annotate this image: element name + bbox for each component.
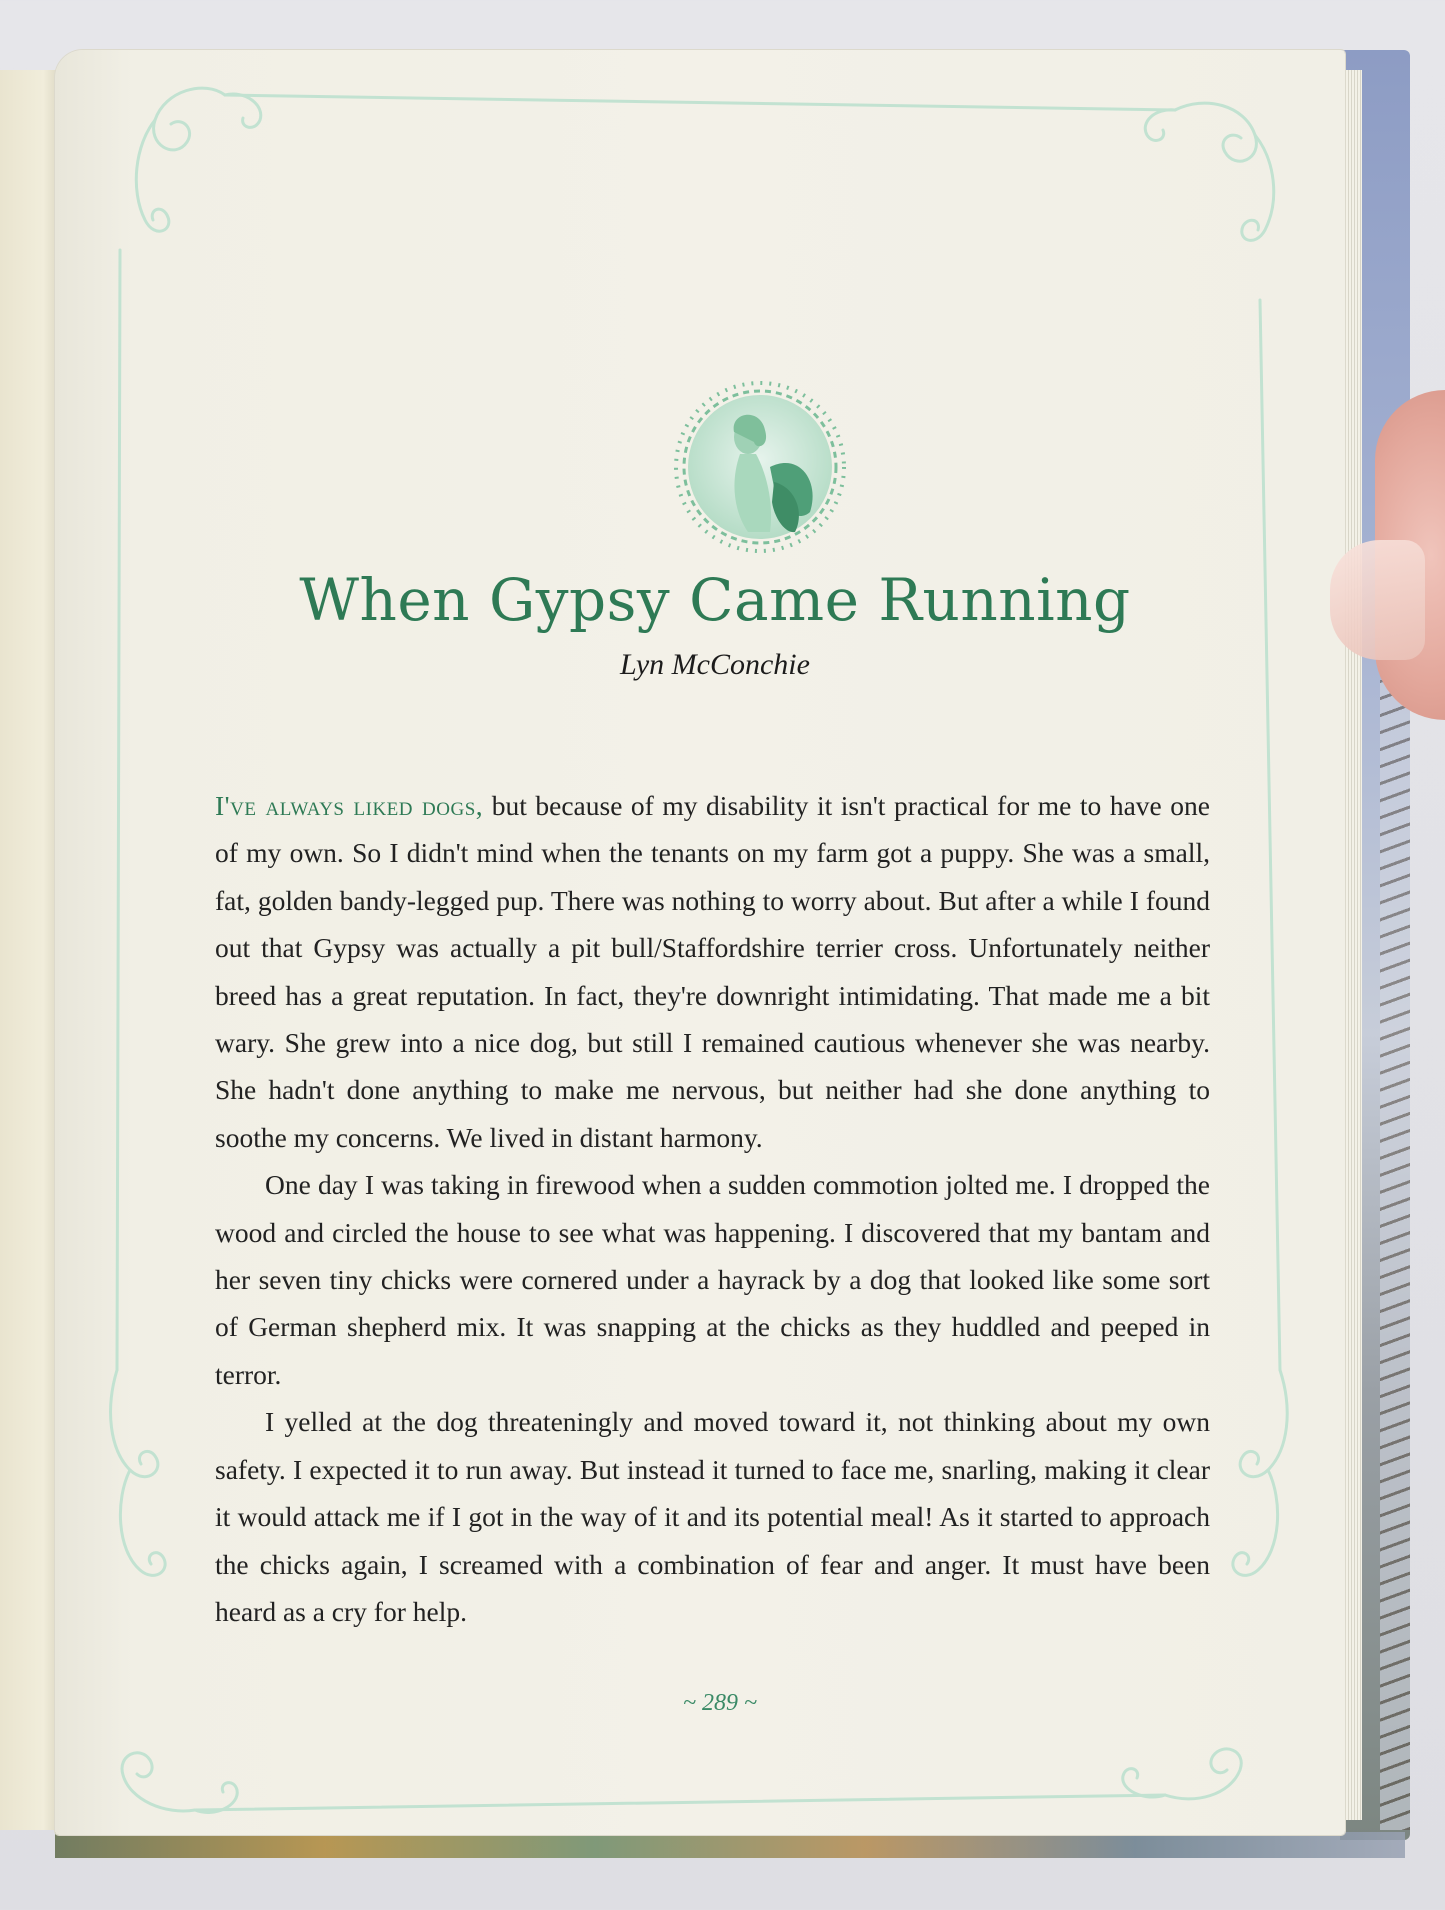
fairy-portrait-medallion-icon — [670, 372, 850, 562]
cover-artwork-strip — [1380, 680, 1410, 1830]
story-author: Lyn McConchie — [620, 648, 810, 681]
story-title: When Gypsy Came Running — [299, 566, 1131, 634]
adjacent-page-edge — [0, 70, 62, 1830]
paragraph-3: I yelled at the dog threateningly and moved toward it, not thinking about my own safety. I expected it to run away. But instead it turned to face me, snarling, making it clear it would attack me if I got in the way of it and its potential meal! As it started to approach the chicks again, I screamed with a combination of fear and anger. It must have been heard as a cry for help. — [215, 1406, 1210, 1627]
paragraph-1 — [215, 782, 1210, 1161]
page-number: ~ 289 ~ — [683, 1690, 757, 1716]
paragraph-1-text: but because of my disability it isn't practical for me to have one of my own. So I didn't mind when the tenants on my farm got a puppy. She was a small, fat, golden bandy-legged pup. There was nothing to worry about. But after a while I found out that Gypsy was actually a pit bull/Staffordshire terrier cross. Unfortunately neither breed has a great reputation. In fact, they're downright intimidating. That made me a bit wary. She grew into a nice dog, but still I remained cautious whenever she was nearby. She hadn't done anything to make me nervous, but neither had she done anything to soothe my concerns. We lived in distant harmony. — [215, 790, 1210, 1153]
bottom-cover-edge — [55, 1832, 1405, 1858]
thumb-nail — [1330, 540, 1425, 660]
story-body — [215, 782, 1210, 1635]
paragraph-lead-in: I've always liked dogs, — [215, 790, 484, 821]
paragraph-2: One day I was taking in firewood when a sudden commotion jolted me. I dropped the wood and circled the house to see what was happening. I discovered that my bantam and her seven tiny chicks were cornered under a hayrack by a dog that looked like some sort of German shepherd mix. It was snapping at the chicks as they huddled and peeped in terror. — [215, 1169, 1210, 1390]
